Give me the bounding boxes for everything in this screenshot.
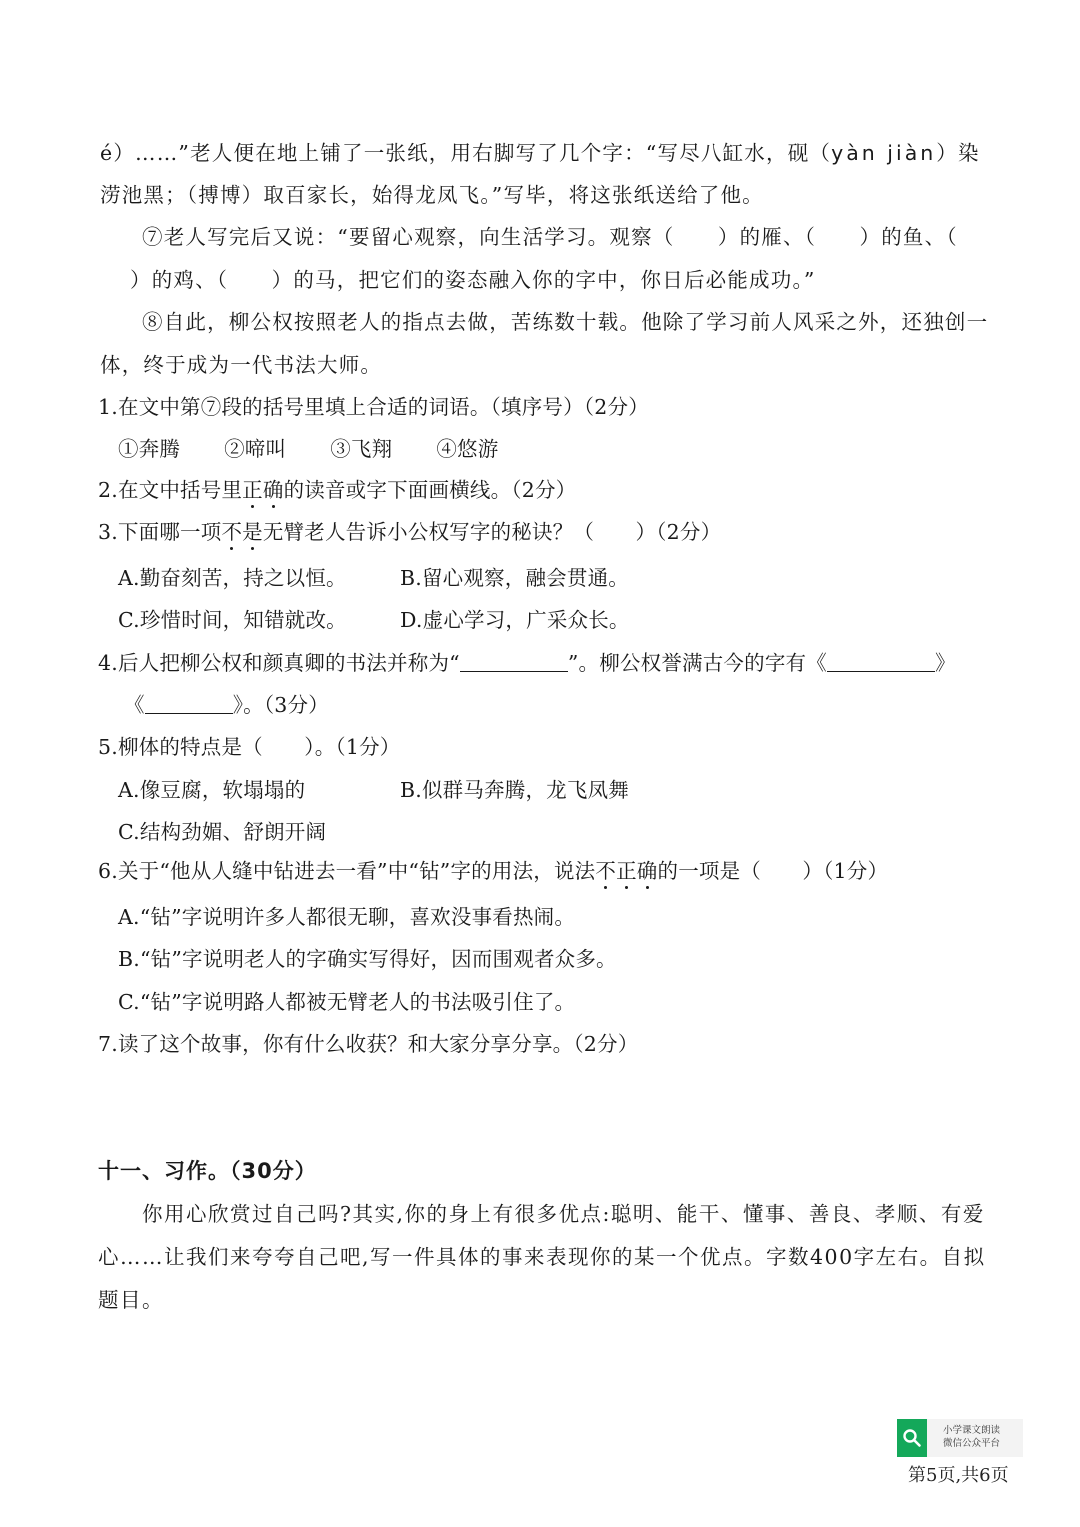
question-5-option-b: B.似群马奔腾，龙飞凤舞 xyxy=(400,778,629,802)
passage-line-3: ⑦老人写完后又说：“要留心观察，向生活学习。观察（ ）的雁、（ ）的鱼、（ xyxy=(142,225,958,249)
question-text: 3.下面哪一项 xyxy=(98,520,222,544)
emphasis-dot-char: 正 xyxy=(616,859,637,883)
essay-line-1: 你用心欣赏过自己吗?其实,你的身上有很多优点:聪明、能干、懂事、善良、孝顺、有爱 xyxy=(142,1202,985,1226)
question-text: 2.在文中括号里 xyxy=(98,478,243,502)
question-7: 7.读了这个故事，你有什么收获？和大家分享分享。（2分） xyxy=(98,1032,639,1056)
question-text: 无臂老人告诉小公权写字的秘诀？（ ）（2分） xyxy=(262,520,722,544)
question-3-option-b: B.留心观察，融会贯通。 xyxy=(400,566,629,590)
page-number: 第5页,共6页 xyxy=(908,1465,1009,1486)
passage-line-5: ⑧自此，柳公权按照老人的指点去做，苦练数十载。他除了学习前人风采之外，还独创一 xyxy=(142,310,989,334)
passage-text: é）……”老人便在地上铺了一张纸，用右脚写了几个字：“写尽八缸水，砚（ xyxy=(100,141,832,165)
question-text: 4.后人把柳公权和颜真卿的书法并称为“ xyxy=(98,651,460,675)
passage-text: ）染 xyxy=(936,141,980,165)
option-2: ②啼叫 xyxy=(224,437,287,461)
logo-text-line-2: 微信公众平台 xyxy=(943,1438,1001,1449)
pinyin-text: yàn jiàn xyxy=(831,141,937,165)
question-4-cont xyxy=(124,692,329,718)
question-3-option-c: C.珍惜时间，知错就改。 xyxy=(118,608,347,632)
emphasis-dot-char: 确 xyxy=(636,859,658,883)
option-1: ①奔腾 xyxy=(118,437,181,461)
option-4: ④悠游 xyxy=(436,437,499,461)
emphasis-dot-char: 不 xyxy=(221,520,243,544)
passage-line-2: 涝池黑；（搏博）取百家长，始得龙凤飞。”写毕，将这张纸送给了他。 xyxy=(100,183,764,207)
question-text: 》。（3分） xyxy=(232,693,329,717)
answer-blank[interactable] xyxy=(145,693,233,714)
question-5-option-c: C.结构劲媚、舒朗开阔 xyxy=(118,820,327,844)
passage-line-6: 体，终于成为一代书法大师。 xyxy=(100,353,383,377)
question-text: 6.关于“他从人缝中钻进去一看”中“钻”字的用法，说法 xyxy=(98,859,596,883)
answer-blank[interactable] xyxy=(460,651,568,672)
wechat-account-logo xyxy=(897,1419,1023,1457)
question-text: ”。柳公权誉满古今的字有《 xyxy=(567,651,827,675)
question-6-option-b: B.“钻”字说明老人的字确实写得好，因而围观者众多。 xyxy=(118,947,617,971)
passage-line-4: ）的鸡、（ ）的马，把它们的姿态融入你的字中，你日后必能成功。” xyxy=(130,268,816,292)
emphasis-dot-char: 是 xyxy=(242,520,263,544)
question-6-option-a: A.“钻”字说明许多人都很无聊，喜欢没事看热闹。 xyxy=(118,905,576,929)
emphasis-dot-char: 正 xyxy=(242,478,263,502)
essay-line-3: 题目。 xyxy=(98,1288,164,1312)
passage-line-1 xyxy=(100,140,980,166)
question-5: 5.柳体的特点是（ ）。（1分） xyxy=(98,735,401,759)
question-text: 》 xyxy=(934,651,956,675)
question-text: 的读音或字下面画横线。（2分） xyxy=(283,478,577,502)
option-3: ③飞翔 xyxy=(330,437,393,461)
question-6-option-c: C.“钻”字说明路人都被无臂老人的书法吸引住了。 xyxy=(118,990,576,1014)
question-3 xyxy=(98,519,721,545)
question-1: 1.在文中第⑦段的括号里填上合适的词语。（填序号）（2分） xyxy=(98,395,649,419)
emphasis-dot-char: 确 xyxy=(262,478,284,502)
answer-blank[interactable] xyxy=(827,651,935,672)
question-3-option-d: D.虚心学习，广采众长。 xyxy=(400,608,630,632)
section-title: 十一、习作。（30分） xyxy=(98,1159,317,1183)
question-text: 的一项是（ ）（1分） xyxy=(657,859,889,883)
logo-text-line-1: 小学课文朗读 xyxy=(943,1425,1001,1436)
essay-line-2: 心……让我们来夸夸自己吧,写一件具体的事来表现你的某一个优点。字数400字左右。自拟 xyxy=(98,1245,986,1269)
question-2 xyxy=(98,477,576,503)
question-5-option-a: A.像豆腐，软塌塌的 xyxy=(118,778,306,802)
search-icon xyxy=(897,1419,927,1457)
question-4 xyxy=(98,650,956,676)
question-1-options xyxy=(118,436,498,462)
question-3-option-a: A.勤奋刻苦，持之以恒。 xyxy=(118,566,347,590)
question-6 xyxy=(98,858,888,884)
emphasis-dot-char: 不 xyxy=(595,859,617,883)
question-text: 《 xyxy=(124,693,145,717)
